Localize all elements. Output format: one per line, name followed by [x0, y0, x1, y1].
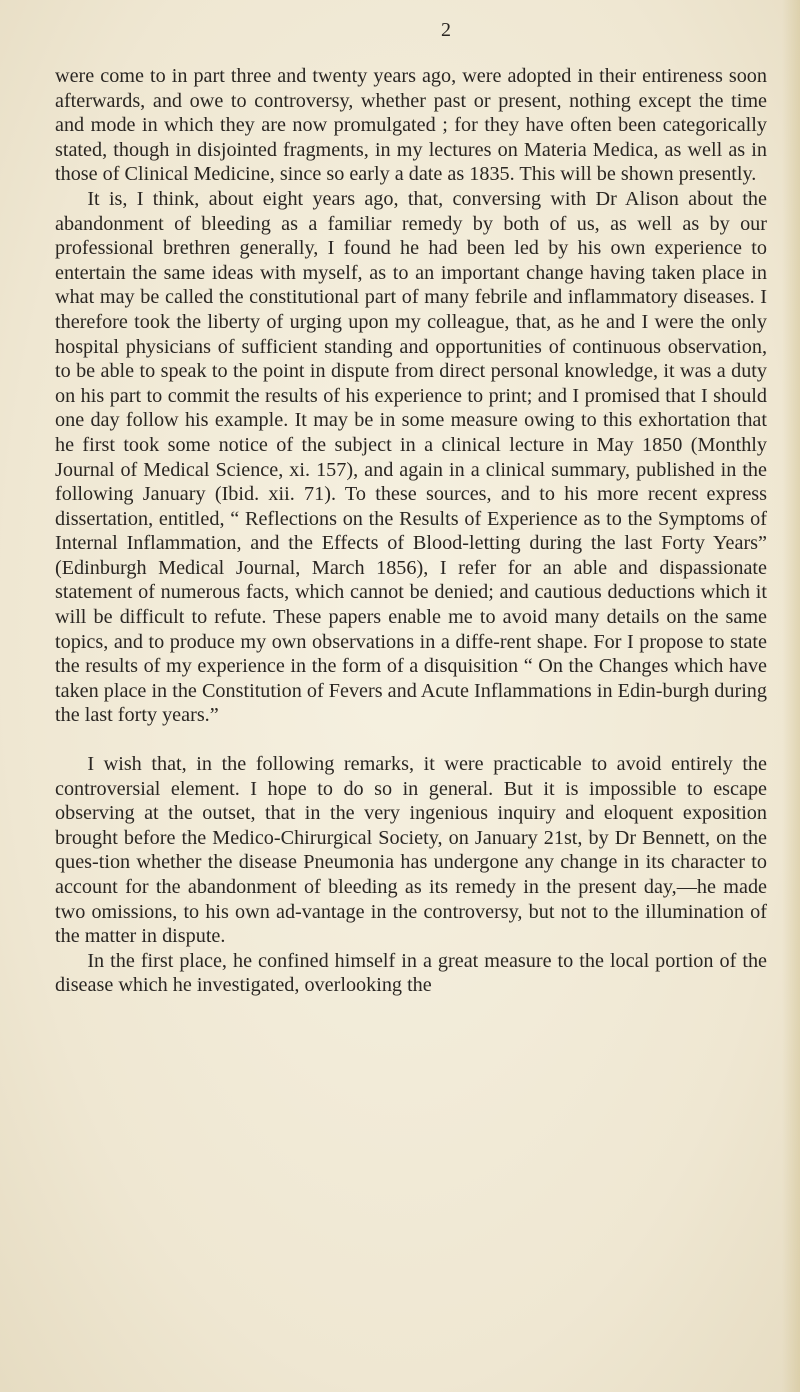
paragraph-1: were come to in part three and twenty years ago, were adopted in their entireness soon afterwards, and owe to controversy, whether past or present, nothing except the time and mode in which they are now promulgated ; for they have often been categorically stated, though in disjointed fragments, in my lectures on Materia Medica, as well as in those of Clinical Medicine, since so early a date as 1835. This will be shown presently.	[55, 65, 767, 186]
paragraph-2: It is, I think, about eight years ago, that, conversing with Dr Alison about the abandonment of bleeding as a familiar remedy by both of us, as well as by our professional brethren generally, I found he had been led by his own experience to entertain the same ideas with myself, as to an important change having taken place in what may be called the constitutional part of many febrile and inflammatory diseases. I therefore took the liberty of urging upon my colleague, that, as he and I were the only hospital physicians of sufficient standing and opportunities of continuous observation, to be able to speak to the point in dispute from direct personal knowledge, it was a duty on his part to commit the results of his experience to print; and I promised that I should one day follow his example. It may be in some measure owing to this exhortation that he first took some notice of the subject in a clinical lecture in May 1850 (Monthly Journal of Medical Science, xi. 157), and again in a clinical summary, published in the following January (Ibid. xii. 71). To these sources, and to his more recent express dissertation, entitled, “ Reflections on the Results of Experience as to the Symptoms of Internal Inflammation, and the Effects of Blood-letting during the last Forty Years” (Edinburgh Medical Journal, March 1856), I refer for an able and dispassionate statement of numerous facts, which cannot be denied; and cautious deductions which it will be difficult to refute. These papers enable me to avoid many details on the same topics, and to produce my own observations in a diffe-rent shape. For I propose to state the results of my experience in the form of a disquisition “ On the Changes which have taken place in the Constitution of Fevers and Acute Inflammations in Edin-burgh during the last forty years.”	[55, 187, 767, 727]
page-number: 2	[441, 19, 451, 41]
paragraph-4: In the first place, he confined himself in a great measure to the local portion of the disease which he investigated, overlooking the	[55, 949, 767, 997]
page-edge-shadow	[782, 0, 800, 1392]
book-page	[55, 18, 767, 998]
body-text	[55, 64, 767, 998]
paragraph-3: I wish that, in the following remarks, it were practicable to avoid entirely the controversial element. I hope to do so in general. But it is impossible to escape observing at the outset, that in the very ingenious inquiry and eloquent exposition brought before the Medico-Chirurgical Society, on January 21st, by Dr Bennett, on the ques-tion whether the disease Pneumonia has undergone any change in its character to account for the abandonment of bleeding as its remedy in the present day,—he made two omissions, to his own ad-vantage in the controversy, but not to the illumination of the matter in dispute.	[55, 753, 767, 948]
